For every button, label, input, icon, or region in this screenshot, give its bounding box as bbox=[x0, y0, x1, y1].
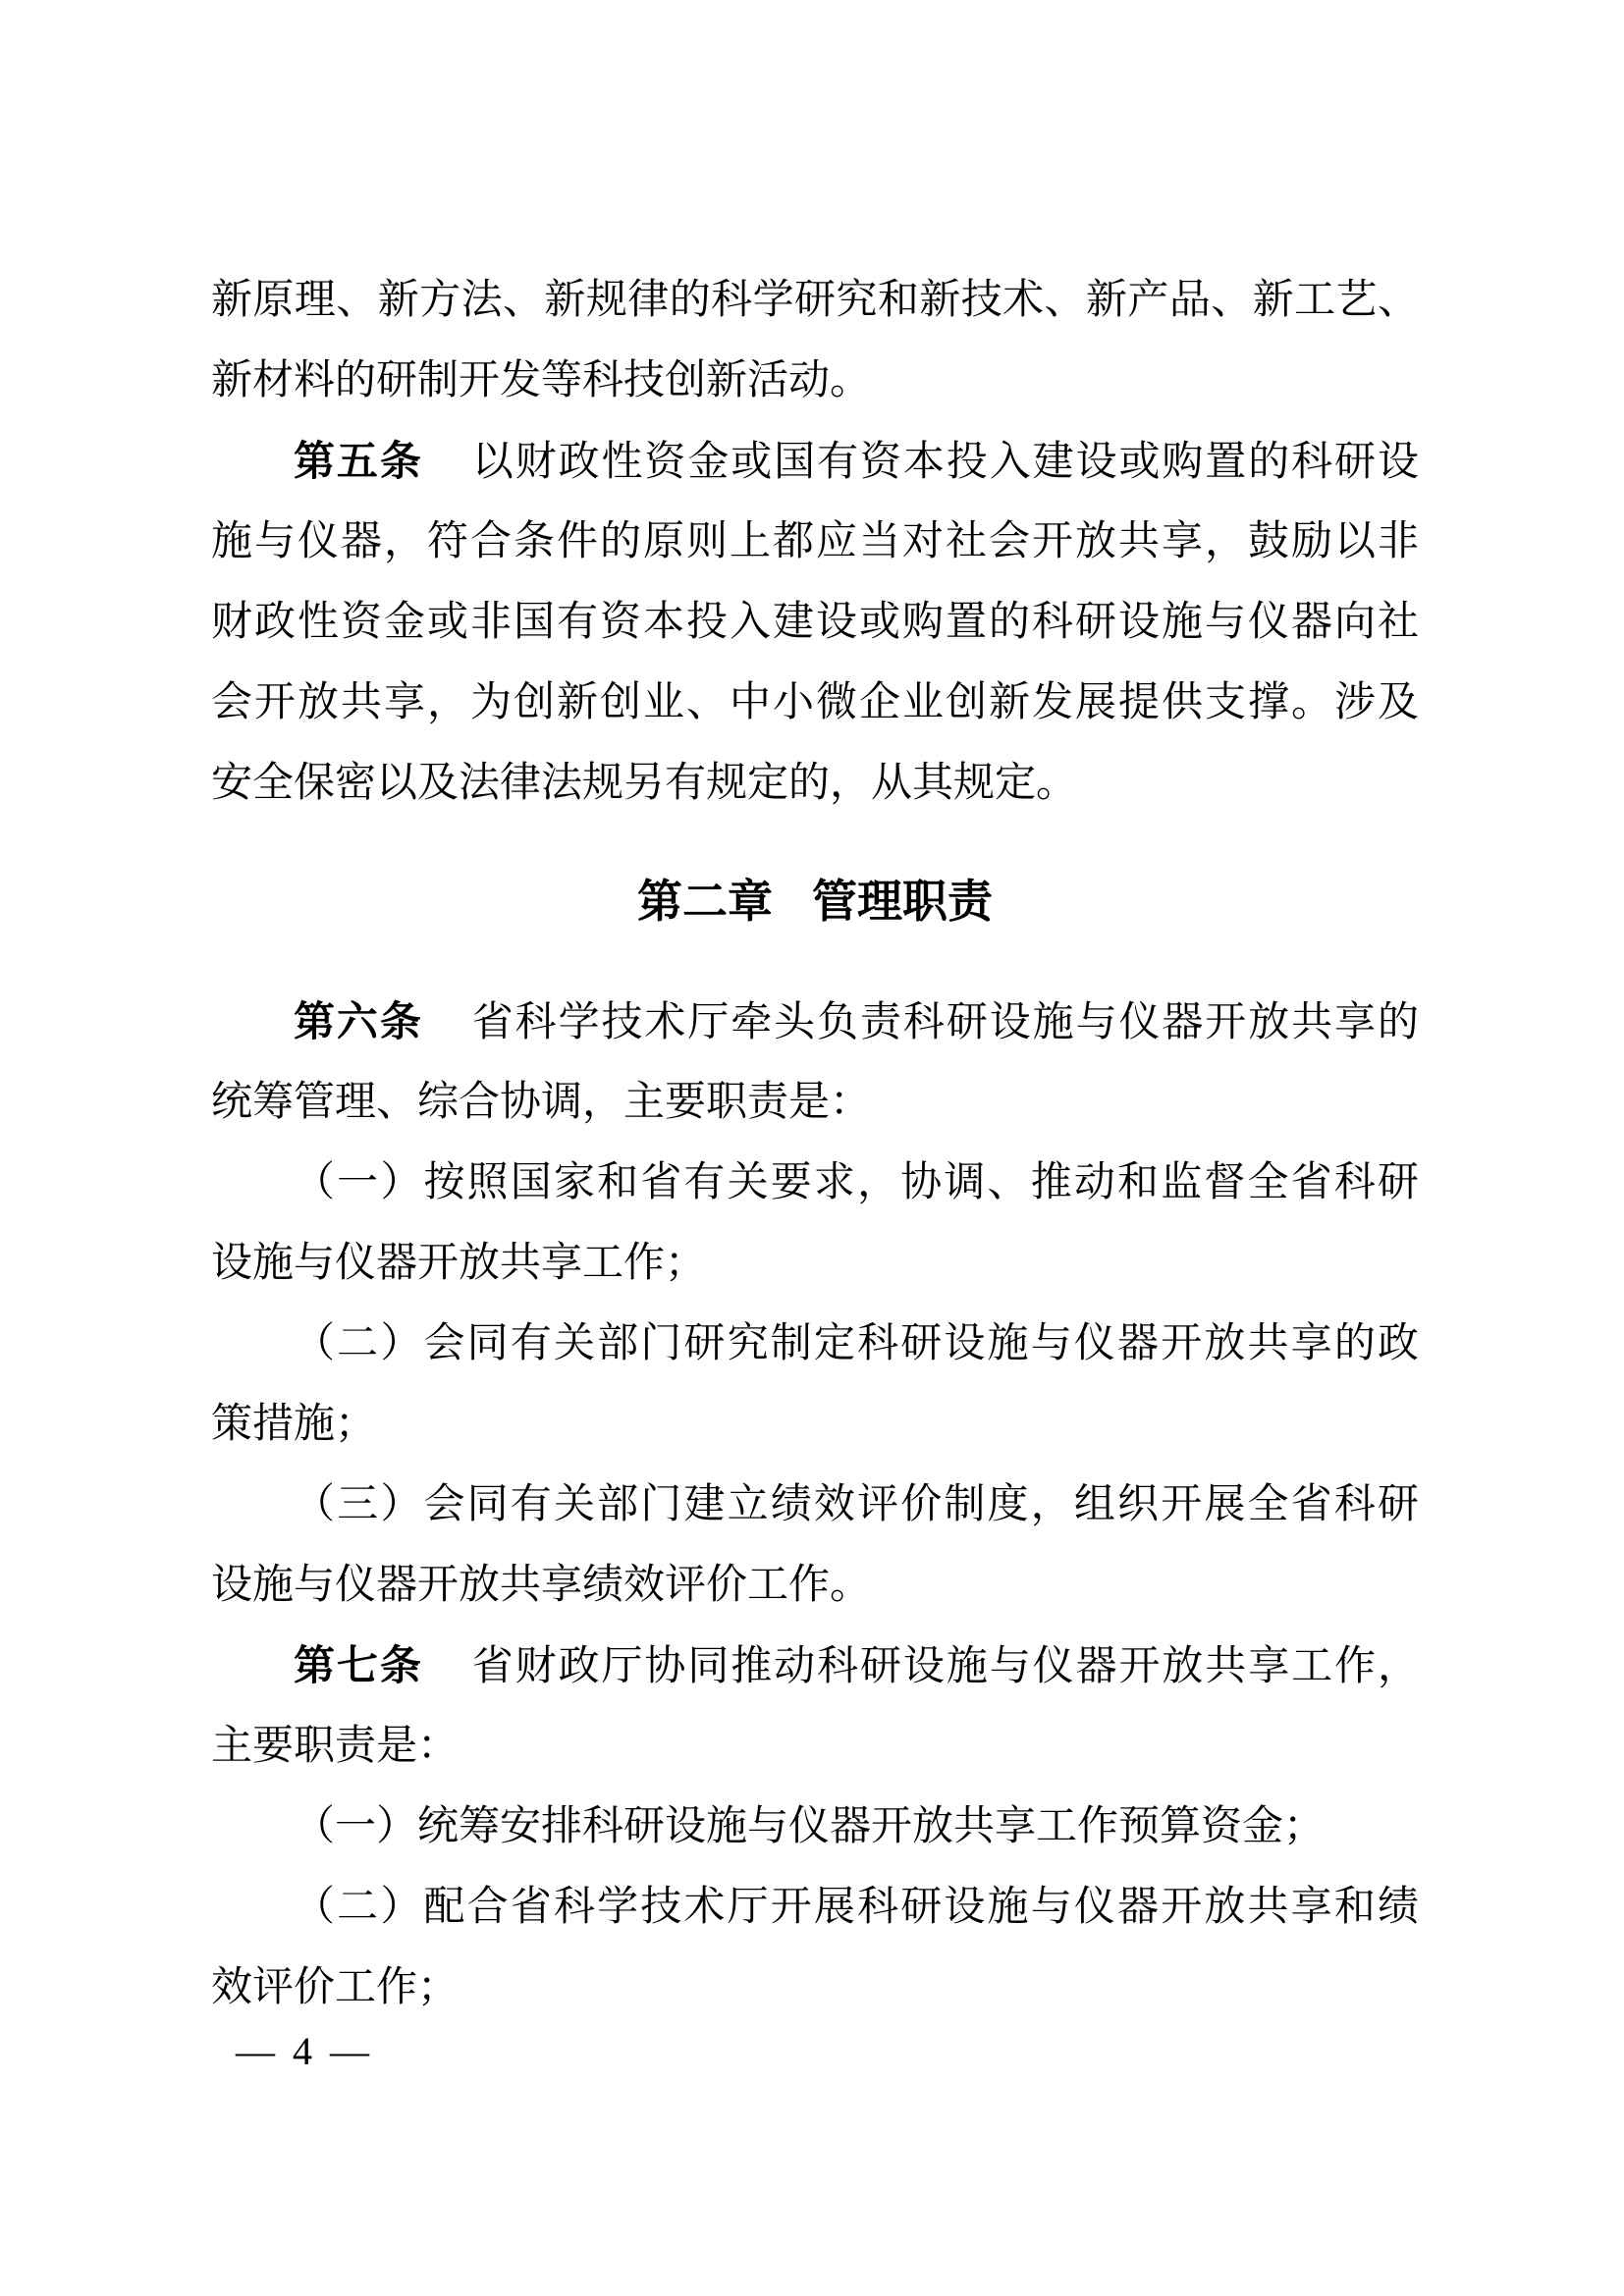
page-number: — 4 — bbox=[236, 2029, 373, 2073]
list-item-line: （一）统筹安排科研设施与仪器开放共享工作预算资金； bbox=[294, 1804, 1326, 1849]
article-line bbox=[211, 1626, 1419, 1706]
body-line: 统筹管理、综合协调，主要职责是： bbox=[211, 1080, 872, 1125]
article-line bbox=[211, 982, 1419, 1062]
line-text: 省科学技术厅牵头负责科研设施与仪器开放共享的 bbox=[471, 1000, 1419, 1045]
body-line: 新材料的研制开发等科技创新活动。 bbox=[211, 358, 872, 403]
article-number-label: 第五条 bbox=[294, 438, 423, 484]
body-line: 主要职责是： bbox=[211, 1724, 460, 1769]
list-item-line: （三）会同有关部门建立绩效评价制度，组织开展全省科研 bbox=[294, 1482, 1419, 1527]
chapter-heading bbox=[211, 861, 1419, 941]
list-item-line: （二）配合省科学技术厅开展科研设施与仪器开放共享和绩 bbox=[294, 1885, 1419, 1930]
body-line: 设施与仪器开放共享绩效评价工作。 bbox=[211, 1563, 872, 1608]
body-line: 施与仪器，符合条件的原则上都应当对社会开放共享，鼓励以非 bbox=[211, 519, 1419, 564]
chapter-title: 管理职责 bbox=[812, 876, 993, 927]
list-item-line: （二）会同有关部门研究制定科研设施与仪器开放共享的政 bbox=[294, 1321, 1419, 1366]
chapter-number: 第二章 bbox=[637, 876, 773, 927]
body-line: 安全保密以及法律法规另有规定的，从其规定。 bbox=[211, 761, 1078, 806]
body-line: 会开放共享，为创新创业、中小微企业创新发展提供支撑。涉及 bbox=[211, 680, 1419, 725]
article-line bbox=[211, 421, 1419, 502]
body-line: 财政性资金或非国有资本投入建设或购置的科研设施与仪器向社 bbox=[211, 600, 1419, 645]
body-line: 设施与仪器开放共享工作； bbox=[211, 1241, 707, 1286]
line-text: 省财政厅协同推动科研设施与仪器开放共享工作， bbox=[471, 1644, 1419, 1689]
body-line: 效评价工作； bbox=[211, 1965, 460, 2010]
document-body bbox=[211, 260, 1419, 2028]
list-item-line: （一）按照国家和省有关要求，协调、推动和监督全省科研 bbox=[294, 1160, 1419, 1205]
line-text: 以财政性资金或国有资本投入建设或购置的科研设 bbox=[471, 440, 1419, 485]
body-line: 策措施； bbox=[211, 1402, 377, 1447]
body-line: 新原理、新方法、新规律的科学研究和新技术、新产品、新工艺、 bbox=[211, 278, 1419, 323]
article-number-label: 第七条 bbox=[294, 1642, 423, 1688]
article-number-label: 第六条 bbox=[294, 998, 423, 1044]
